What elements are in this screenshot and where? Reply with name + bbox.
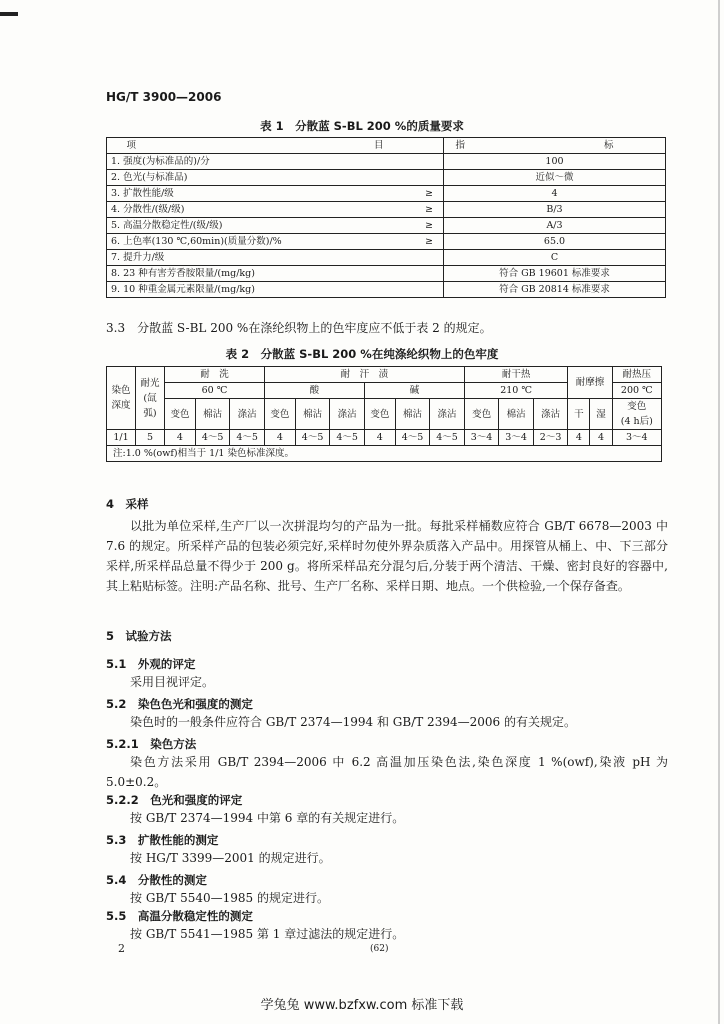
table1-row	[107, 234, 666, 250]
table2-cell: 4～5	[395, 430, 430, 446]
table2-cell: 4～5	[295, 430, 330, 446]
section-5-title: 5 试验方法	[106, 629, 172, 643]
section-5-4-title: 5.4 分散性的测定	[106, 873, 207, 887]
section-5-2-1-title: 5.2.1 染色方法	[106, 737, 197, 751]
table1-cell-item: 5. 高温分散稳定性/(级/级)	[107, 218, 416, 234]
table2-cell: 4	[165, 430, 196, 446]
table2-note: 注:1.0 %(owf)相当于 1/1 染色标准深度。	[107, 446, 662, 462]
table1-cell-val: 符合 GB 20814 标准要求	[444, 282, 666, 298]
section-5-3-title: 5.3 扩散性能的测定	[106, 833, 219, 847]
standard-code-header: HG/T 3900—2006	[106, 90, 222, 104]
table1-cell-val: A/3	[444, 218, 666, 234]
scan-mark	[0, 12, 18, 16]
table1-row	[107, 202, 666, 218]
table2-subheader-press	[612, 399, 661, 430]
section-5-3-text: 按 HG/T 3399—2001 的规定进行。	[130, 851, 331, 865]
table2-cell: 3～4	[464, 430, 499, 446]
table2-cell: 2～3	[533, 430, 568, 446]
table2-h-rub: 耐摩擦	[568, 367, 612, 399]
table2-cell: 1/1	[107, 430, 136, 446]
table2-note-row	[107, 446, 662, 462]
table1-cell-val: 符合 GB 19601 标准要求	[444, 266, 666, 282]
table1-cell-val: 4	[444, 186, 666, 202]
table2-caption: 表 2 分散蓝 S-BL 200 %在纯涤纶织物上的色牢度	[225, 347, 499, 361]
table2-cell: 3～4	[612, 430, 661, 446]
table2-subheader: 湿	[590, 399, 612, 430]
table1-row	[107, 170, 666, 186]
table2-subheader: 涤沾	[230, 399, 265, 430]
table1-row	[107, 266, 666, 282]
table2-h-heat: 耐干热	[464, 367, 568, 383]
table2-cell: 5	[136, 430, 165, 446]
page-number: 2	[118, 942, 125, 955]
table1-col-item: 项 目	[107, 138, 444, 154]
section-5-2-2-text: 按 GB/T 2374—1994 中第 6 章的有关规定进行。	[130, 811, 405, 825]
table2-h-press: 耐热压	[612, 367, 661, 383]
table2-press-duration: (4 h后)	[620, 416, 653, 427]
table1-row	[107, 250, 666, 266]
table1-body	[107, 154, 666, 298]
section-5-4-text: 按 GB/T 5540—1985 的规定进行。	[130, 891, 329, 905]
table2-cell: 4	[264, 430, 295, 446]
table2-h-alkali: 碱	[364, 383, 464, 399]
table1-caption: 表 1 分散蓝 S-BL 200 %的质量要求	[260, 119, 464, 133]
table1-cell-item: 1. 强度(为标准品的)/分	[107, 154, 416, 170]
table2-subheader: 变色	[464, 399, 499, 430]
table2-subheader: 变色	[165, 399, 196, 430]
table1-cell-sym	[415, 154, 444, 170]
table1-cell-item: 7. 提升力/级	[107, 250, 416, 266]
table2-h-depth: 染色深度	[107, 367, 136, 430]
table1	[106, 137, 666, 298]
section-5-5-title: 5.5 高温分散稳定性的测定	[106, 909, 253, 923]
table2-subheader: 变色	[264, 399, 295, 430]
table1-cell-val: B/3	[444, 202, 666, 218]
table1-header-row	[107, 138, 666, 154]
table2-cell: 4～5	[430, 430, 465, 446]
table2-subheader: 棉沾	[295, 399, 330, 430]
table2-h-wash-temp: 60 ℃	[165, 383, 265, 399]
table2-press-change: 变色	[627, 401, 647, 412]
section-5-2-text: 染色时的一般条件应符合 GB/T 2374—1994 和 GB/T 2394—2006 的有关规定。	[130, 715, 576, 729]
table1-row	[107, 282, 666, 298]
table2-cell: 3～4	[499, 430, 534, 446]
table2-subheader: 棉沾	[499, 399, 534, 430]
table2-h-sweat: 耐 汗 渍	[264, 367, 464, 383]
table1-cell-sym: ≥	[415, 218, 444, 234]
table1-cell-item: 6. 上色率(130 ℃,60min)(质量分数)/%	[107, 234, 416, 250]
table2-cell: 4～5	[230, 430, 265, 446]
table1-row	[107, 186, 666, 202]
table2-subheader: 变色	[364, 399, 395, 430]
table1-cell-val: C	[444, 250, 666, 266]
table2-h-heat-temp: 210 ℃	[464, 383, 568, 399]
table2-subheader: 棉沾	[195, 399, 230, 430]
table1-cell-val: 100	[444, 154, 666, 170]
table2-subheader: 涤沾	[430, 399, 465, 430]
table1-cell-sym: ≥	[415, 186, 444, 202]
table2-cell: 4	[590, 430, 612, 446]
section-3-3: 3.3 分散蓝 S-BL 200 %在涤纶织物上的色牢度应不低于表 2 的规定。	[106, 321, 492, 335]
table1-cell-item: 9. 10 种重金属元素限量/(mg/kg)	[107, 282, 416, 298]
table1-cell-item: 4. 分散性/(级/级)	[107, 202, 416, 218]
table2-cell: 4～5	[195, 430, 230, 446]
table1-cell-sym: ≥	[415, 202, 444, 218]
section-5-2-title: 5.2 染色色光和强度的测定	[106, 697, 253, 711]
table1-cell-sym	[415, 266, 444, 282]
table1-cell-val: 65.0	[444, 234, 666, 250]
table2-subheader: 涤沾	[330, 399, 365, 430]
section-5-1-text: 采用目视评定。	[130, 675, 215, 689]
table2-data-row	[107, 430, 662, 446]
table1-cell-sym	[415, 170, 444, 186]
table2-h-wash: 耐 洗	[165, 367, 265, 383]
table1-cell-item: 2. 色光(与标准品)	[107, 170, 416, 186]
table1-cell-sym	[415, 250, 444, 266]
table1-cell-item: 8. 23 种有害芳香胺限量/(mg/kg)	[107, 266, 416, 282]
section-4-title: 4 采样	[106, 497, 149, 511]
table2-h-acid: 酸	[264, 383, 364, 399]
table2-cell: 4	[364, 430, 395, 446]
table2-cell: 4	[568, 430, 590, 446]
table2-subheader: 干	[568, 399, 590, 430]
table2-cell: 4～5	[330, 430, 365, 446]
table1-cell-sym: ≥	[415, 234, 444, 250]
section-5-1-title: 5.1 外观的评定	[106, 657, 196, 671]
table1-cell-item: 3. 扩散性能/级	[107, 186, 416, 202]
footer-watermark: 学兔兔 www.bzfxw.com 标准下载	[260, 998, 464, 1013]
table2-header-row-1	[107, 367, 662, 383]
table1-cell-sym	[415, 282, 444, 298]
page-number-alt: (62)	[370, 944, 389, 954]
table1-cell-val: 近似～微	[444, 170, 666, 186]
table2-subheader: 涤沾	[533, 399, 568, 430]
table1-col-index: 指 标	[444, 138, 666, 154]
table1-row	[107, 218, 666, 234]
table2-header-row-3	[107, 399, 662, 430]
section-5-2-1-text: 染色方法采用 GB/T 2394—2006 中 6.2 高温加压染色法,染色深度 1 %(owf),染液 pH 为 5.0±0.2。	[106, 755, 668, 789]
section-5-5-text: 按 GB/T 5541—1985 第 1 章过滤法的规定进行。	[130, 927, 405, 941]
table2-h-press-temp: 200 ℃	[612, 383, 661, 399]
section-5-2-2-title: 5.2.2 色光和强度的评定	[106, 793, 243, 807]
section-4-text: 以批为单位采样,生产厂以一次拼混均匀的产品为一批。每批采样桶数应符合 GB/T 6678—2003 中 7.6 的规定。所采样产品的包装必须完好,采样时勿使外界杂质落入产品中。用探管从桶上、中、下三部分采样,所采样品总量不得少于 200 g。将所采样品充分混匀后,分装于两个清洁、干燥、密封良好的容器中,其上粘贴标签。注明:产品名称、批号、生产厂名称、采样日期、地点。一个供检验,一个保存备查。	[106, 519, 668, 593]
table2-h-light: 耐光(氙弧)	[136, 367, 165, 430]
scan-edge	[718, 0, 720, 1024]
table2-subheader: 棉沾	[395, 399, 430, 430]
table2	[106, 366, 662, 462]
table1-row	[107, 154, 666, 170]
